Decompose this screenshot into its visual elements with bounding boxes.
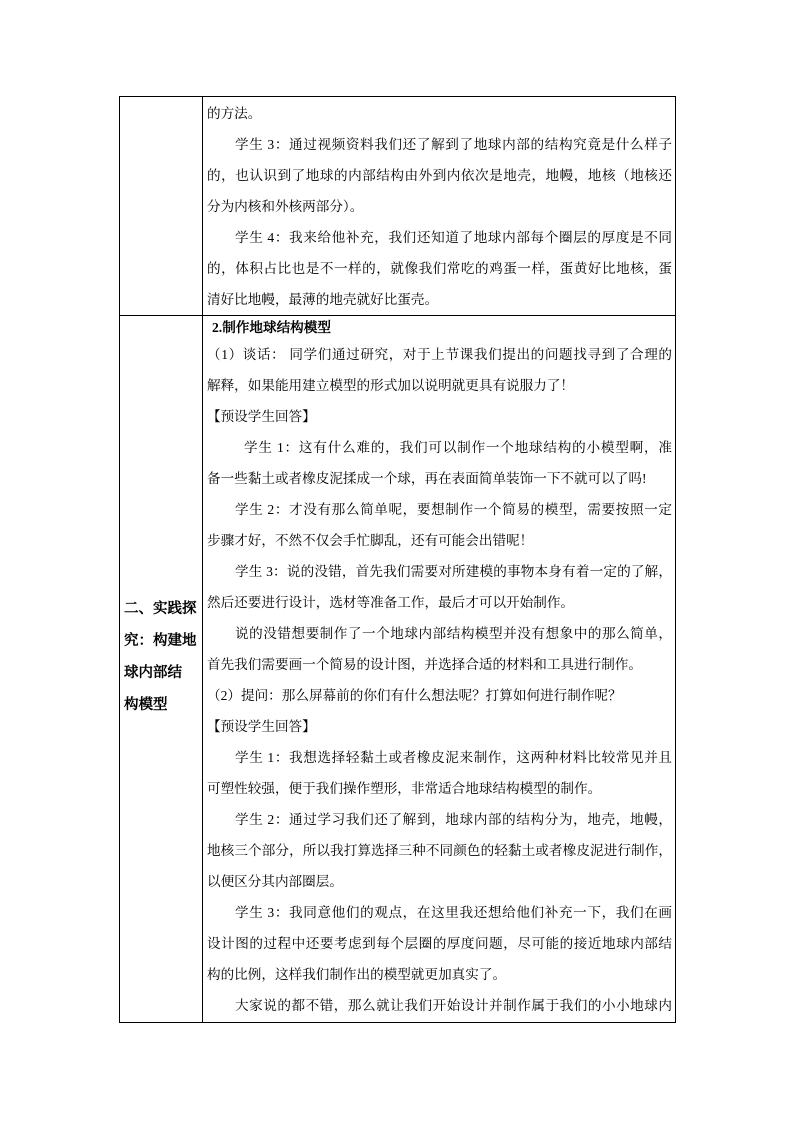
section-label-line: 构模型 (124, 697, 168, 713)
section-label-line: 球内部结 (124, 665, 182, 681)
text-line: 步骤才好，不然不仅会手忙脚乱，还有可能会出错呢！ (207, 533, 534, 548)
table-row (120, 97, 675, 315)
section-label-line: 二、实践探 (124, 601, 197, 617)
text-line: 地核三个部分，所以我打算选择三种不同颜色的轻黏土或者橡皮泥进行制作， (207, 843, 672, 858)
text-line: 学生 1：这有什么难的，我们可以制作一个地球结构的小模型啊，准 (244, 440, 672, 455)
text-line: 的，体积占比也是不一样的，就像我们常吃的鸡蛋一样，蛋黄好比地核，蛋 (207, 261, 672, 276)
text-line: 学生 3：通过视频资料我们还了解到了地球内部的结构究竟是什么样子 (235, 137, 672, 152)
text-line: 可塑性较强，便于我们操作塑形，非常适合地球结构模型的制作。 (207, 781, 602, 796)
section-label-line: 究：构建地 (124, 633, 197, 649)
text-line: 清好比地幔，最薄的地壳就好比蛋壳。 (207, 292, 439, 307)
paragraph (207, 129, 672, 222)
text-line: 学生 2：才没有那么简单呢，要想制作一个简易的模型，需要按照一定 (235, 502, 672, 517)
text-line: 设计图的过程中还要考虑到每个层圈的厚度问题，尽可能的接近地球内部结 (207, 936, 672, 951)
paragraph (207, 222, 672, 315)
text-line: 然后还要进行设计，选材等准备工作，最后才可以开始制作。 (207, 595, 575, 610)
paragraph (207, 556, 672, 618)
text-line: 备一些黏土或者橡皮泥揉成一个球，再在表面简单装饰一下不就可以了吗! (207, 471, 647, 486)
text-line: 学生 4：我来给他补充，我们还知道了地球内部每个圈层的厚度是不同 (235, 230, 672, 245)
content-cell (203, 316, 675, 1022)
text-line: 分为内核和外核两部分）。 (207, 199, 364, 214)
paragraph (207, 618, 672, 680)
paragraph (207, 339, 672, 401)
text-line: 解释，如果能用建立模型的形式加以说明就更具有说服力了！ (207, 378, 575, 393)
text-line: 【预设学生回答】 (207, 719, 316, 734)
text-line: 的，也认识到了地球的内部结构由外到内依次是地壳，地幔，地核（地核还 (207, 168, 672, 183)
paragraph (207, 432, 672, 494)
text-line: 构的比例，这样我们制作出的模型就更加真实了。 (207, 967, 507, 982)
text-line: 学生 1：我想选择轻黏土或者橡皮泥来制作，这两种材料比较常见并且 (235, 750, 672, 765)
paragraph (207, 742, 672, 804)
paragraph (207, 897, 672, 990)
paragraph (207, 98, 672, 129)
text-line: （1）谈话： 同学们通过研究，对于上节课我们提出的问题找寻到了合理的 (207, 347, 672, 362)
paragraph (207, 680, 672, 711)
text-line: 学生 3：我同意他们的观点，在这里我还想给他们补充一下，我们在画 (235, 905, 672, 920)
subsection-heading: 2.制作地球结构模型 (212, 320, 331, 335)
paragraph (207, 401, 672, 432)
text-line: 学生 3：说的没错，首先我们需要对所建模的事物本身有着一定的了解， (235, 564, 672, 579)
text-line: （2）提问：那么屏幕前的你们有什么想法呢？打算如何进行制作呢？ (207, 688, 622, 703)
lesson-plan-table (119, 96, 676, 1023)
section-label-cell (120, 316, 203, 1022)
paragraph (207, 804, 672, 897)
paragraph (207, 711, 672, 742)
text-line: 首先我们需要画一个简易的设计图，并选择合适的材料和工具进行制作。 (207, 657, 642, 672)
text-line: 的方法。 (207, 106, 262, 121)
text-line: 说的没错想要制作了一个地球内部结构模型并没有想象中的那么简单， (235, 626, 672, 641)
section-label-cell (120, 97, 203, 315)
text-line: 以便区分其内部圈层。 (207, 874, 343, 889)
table-row (120, 315, 675, 1022)
paragraph (207, 990, 672, 1021)
text-line: 【预设学生回答】 (207, 409, 316, 424)
paragraph (207, 494, 672, 556)
content-cell (203, 97, 675, 315)
text-line: 学生 2：通过学习我们还了解到，地球内部的结构分为，地壳，地幔， (235, 812, 672, 827)
text-line: 大家说的都不错，那么就让我们开始设计并制作属于我们的小小地球内 (235, 998, 672, 1013)
